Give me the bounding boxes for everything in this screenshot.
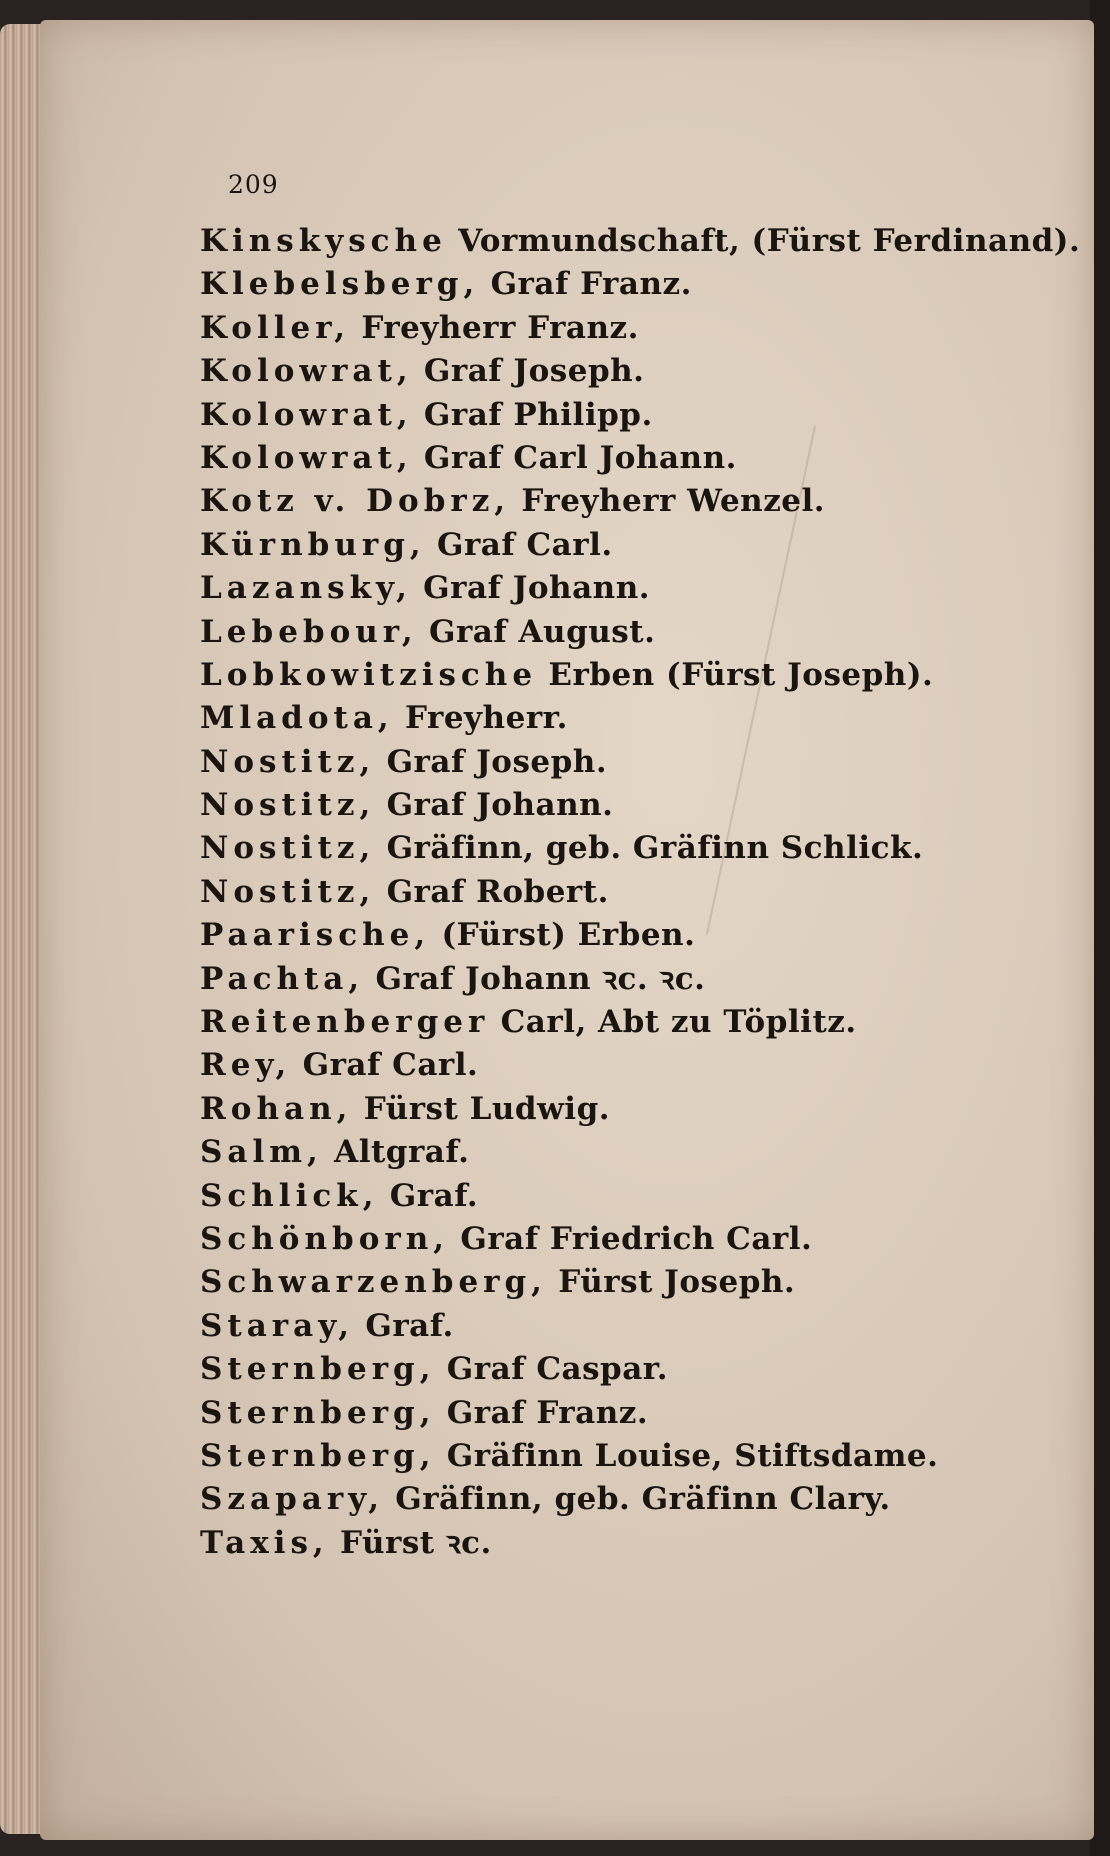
book-page: [40, 20, 1094, 1840]
list-item: [200, 567, 1060, 610]
entry-detail: Graf Carl.: [425, 526, 613, 563]
entry-surname: Sternberg,: [200, 1437, 436, 1474]
list-item: [200, 1478, 1060, 1521]
entry-detail: Graf Carl.: [291, 1047, 479, 1084]
list-item: [200, 958, 1060, 1001]
entry-surname: Nostitz,: [200, 830, 376, 867]
entry-detail: Graf Johann ꝛc. ꝛc.: [364, 960, 706, 997]
list-item: [200, 1044, 1060, 1087]
entry-detail: Vormundschaft, (Fürst Ferdinand).: [446, 223, 1081, 259]
entry-detail: Gräfinn, geb. Gräfinn Clary.: [384, 1481, 891, 1518]
entry-surname: Kolowrat,: [200, 396, 413, 433]
list-item: [200, 697, 1060, 740]
entry-surname: Schwarzenberg,: [200, 1264, 547, 1301]
entry-surname: Taxis,: [200, 1524, 329, 1561]
entry-surname: Lazansky,: [200, 570, 412, 607]
entry-detail: Carl, Abt zu Töplitz.: [489, 1004, 857, 1041]
entry-surname: Rey,: [200, 1047, 292, 1084]
entry-surname: Nostitz,: [200, 873, 376, 910]
entry-detail: Graf Caspar.: [435, 1351, 669, 1388]
list-item: [200, 307, 1060, 350]
entry-detail: Graf Philipp.: [412, 396, 653, 433]
entry-surname: Schlick,: [200, 1177, 379, 1214]
entry-surname: Lobkowitzische: [200, 656, 538, 693]
list-item: [200, 263, 1060, 306]
name-list: [200, 220, 1081, 1565]
entry-surname: Reitenberger: [200, 1004, 490, 1041]
list-item: [200, 1001, 1060, 1044]
entry-detail: Fürst ꝛc.: [328, 1524, 492, 1561]
entry-surname: Kotz v. Dobrz,: [200, 483, 511, 520]
entry-surname: Rohan,: [200, 1090, 353, 1127]
entry-surname: Mladota,: [200, 700, 394, 737]
entry-surname: Sternberg,: [200, 1394, 436, 1431]
entry-detail: Fürst Ludwig.: [352, 1090, 611, 1127]
list-item: [200, 871, 1060, 914]
list-item: [200, 611, 1060, 654]
list-item: [200, 220, 1081, 263]
list-item: [200, 1305, 1060, 1348]
list-item: [200, 1131, 1060, 1174]
entry-surname: Klebelsberg,: [200, 266, 480, 303]
list-item: [200, 1392, 1060, 1435]
entry-detail: Freyherr.: [393, 700, 568, 737]
entry-detail: Graf Carl Johann.: [412, 439, 737, 476]
list-item: [200, 350, 1060, 393]
entry-surname: Salm,: [200, 1134, 323, 1171]
list-item: [200, 784, 1060, 827]
entry-surname: Nostitz,: [200, 787, 376, 824]
entry-surname: Paarische,: [200, 917, 431, 954]
entry-detail: Graf Robert.: [375, 873, 609, 910]
entry-detail: Altgraf.: [322, 1134, 470, 1171]
list-item: [200, 1435, 1060, 1478]
entry-detail: Graf.: [378, 1177, 479, 1214]
entry-detail: Freyherr Franz.: [350, 309, 639, 346]
entry-surname: Szapary,: [200, 1481, 385, 1518]
list-item: [200, 1175, 1060, 1218]
entry-detail: Fürst Joseph.: [546, 1264, 796, 1301]
list-item: [200, 827, 1060, 870]
list-item: [200, 914, 1060, 957]
page-number: 209: [228, 170, 279, 199]
entry-surname: Pachta,: [200, 960, 365, 997]
entry-detail: Graf August.: [417, 613, 656, 650]
entry-detail: (Fürst) Erben.: [430, 917, 696, 954]
entry-detail: Graf Joseph.: [375, 743, 608, 780]
list-item: [200, 741, 1060, 784]
list-item: [200, 1348, 1060, 1391]
entry-surname: Koller,: [200, 309, 351, 346]
list-item: [200, 1088, 1060, 1131]
list-item: [200, 1218, 1060, 1261]
entry-surname: Sternberg,: [200, 1351, 436, 1388]
list-item: [200, 1522, 1060, 1565]
entry-surname: Kinskysche: [200, 223, 447, 259]
list-item: [200, 394, 1060, 437]
entry-detail: Graf Friedrich Carl.: [449, 1220, 813, 1257]
list-item: [200, 654, 1060, 697]
entry-surname: Staray,: [200, 1307, 355, 1344]
entry-detail: Graf Franz.: [479, 266, 692, 303]
entry-surname: Schönborn,: [200, 1220, 450, 1257]
entry-detail: Graf Franz.: [435, 1394, 649, 1431]
entry-surname: Nostitz,: [200, 743, 376, 780]
entry-surname: Lebebour,: [200, 613, 418, 650]
entry-detail: Graf.: [354, 1307, 454, 1344]
entry-detail: Graf Johann.: [375, 787, 614, 824]
entry-surname: Kolowrat,: [200, 439, 413, 476]
entry-detail: Gräfinn, geb. Gräfinn Schlick.: [375, 830, 924, 867]
entry-surname: Kolowrat,: [200, 353, 413, 390]
list-item: [200, 1261, 1060, 1304]
entry-surname: Kürnburg,: [200, 526, 426, 563]
list-item: [200, 437, 1060, 480]
entry-detail: Erben (Fürst Joseph).: [537, 656, 934, 693]
entry-detail: Graf Johann.: [411, 570, 651, 607]
entry-detail: Graf Joseph.: [412, 353, 645, 390]
list-item: [200, 524, 1060, 567]
entry-detail: Freyherr Wenzel.: [510, 483, 826, 520]
entry-detail: Gräfinn Louise, Stiftsdame.: [435, 1437, 939, 1474]
list-item: [200, 480, 1060, 523]
